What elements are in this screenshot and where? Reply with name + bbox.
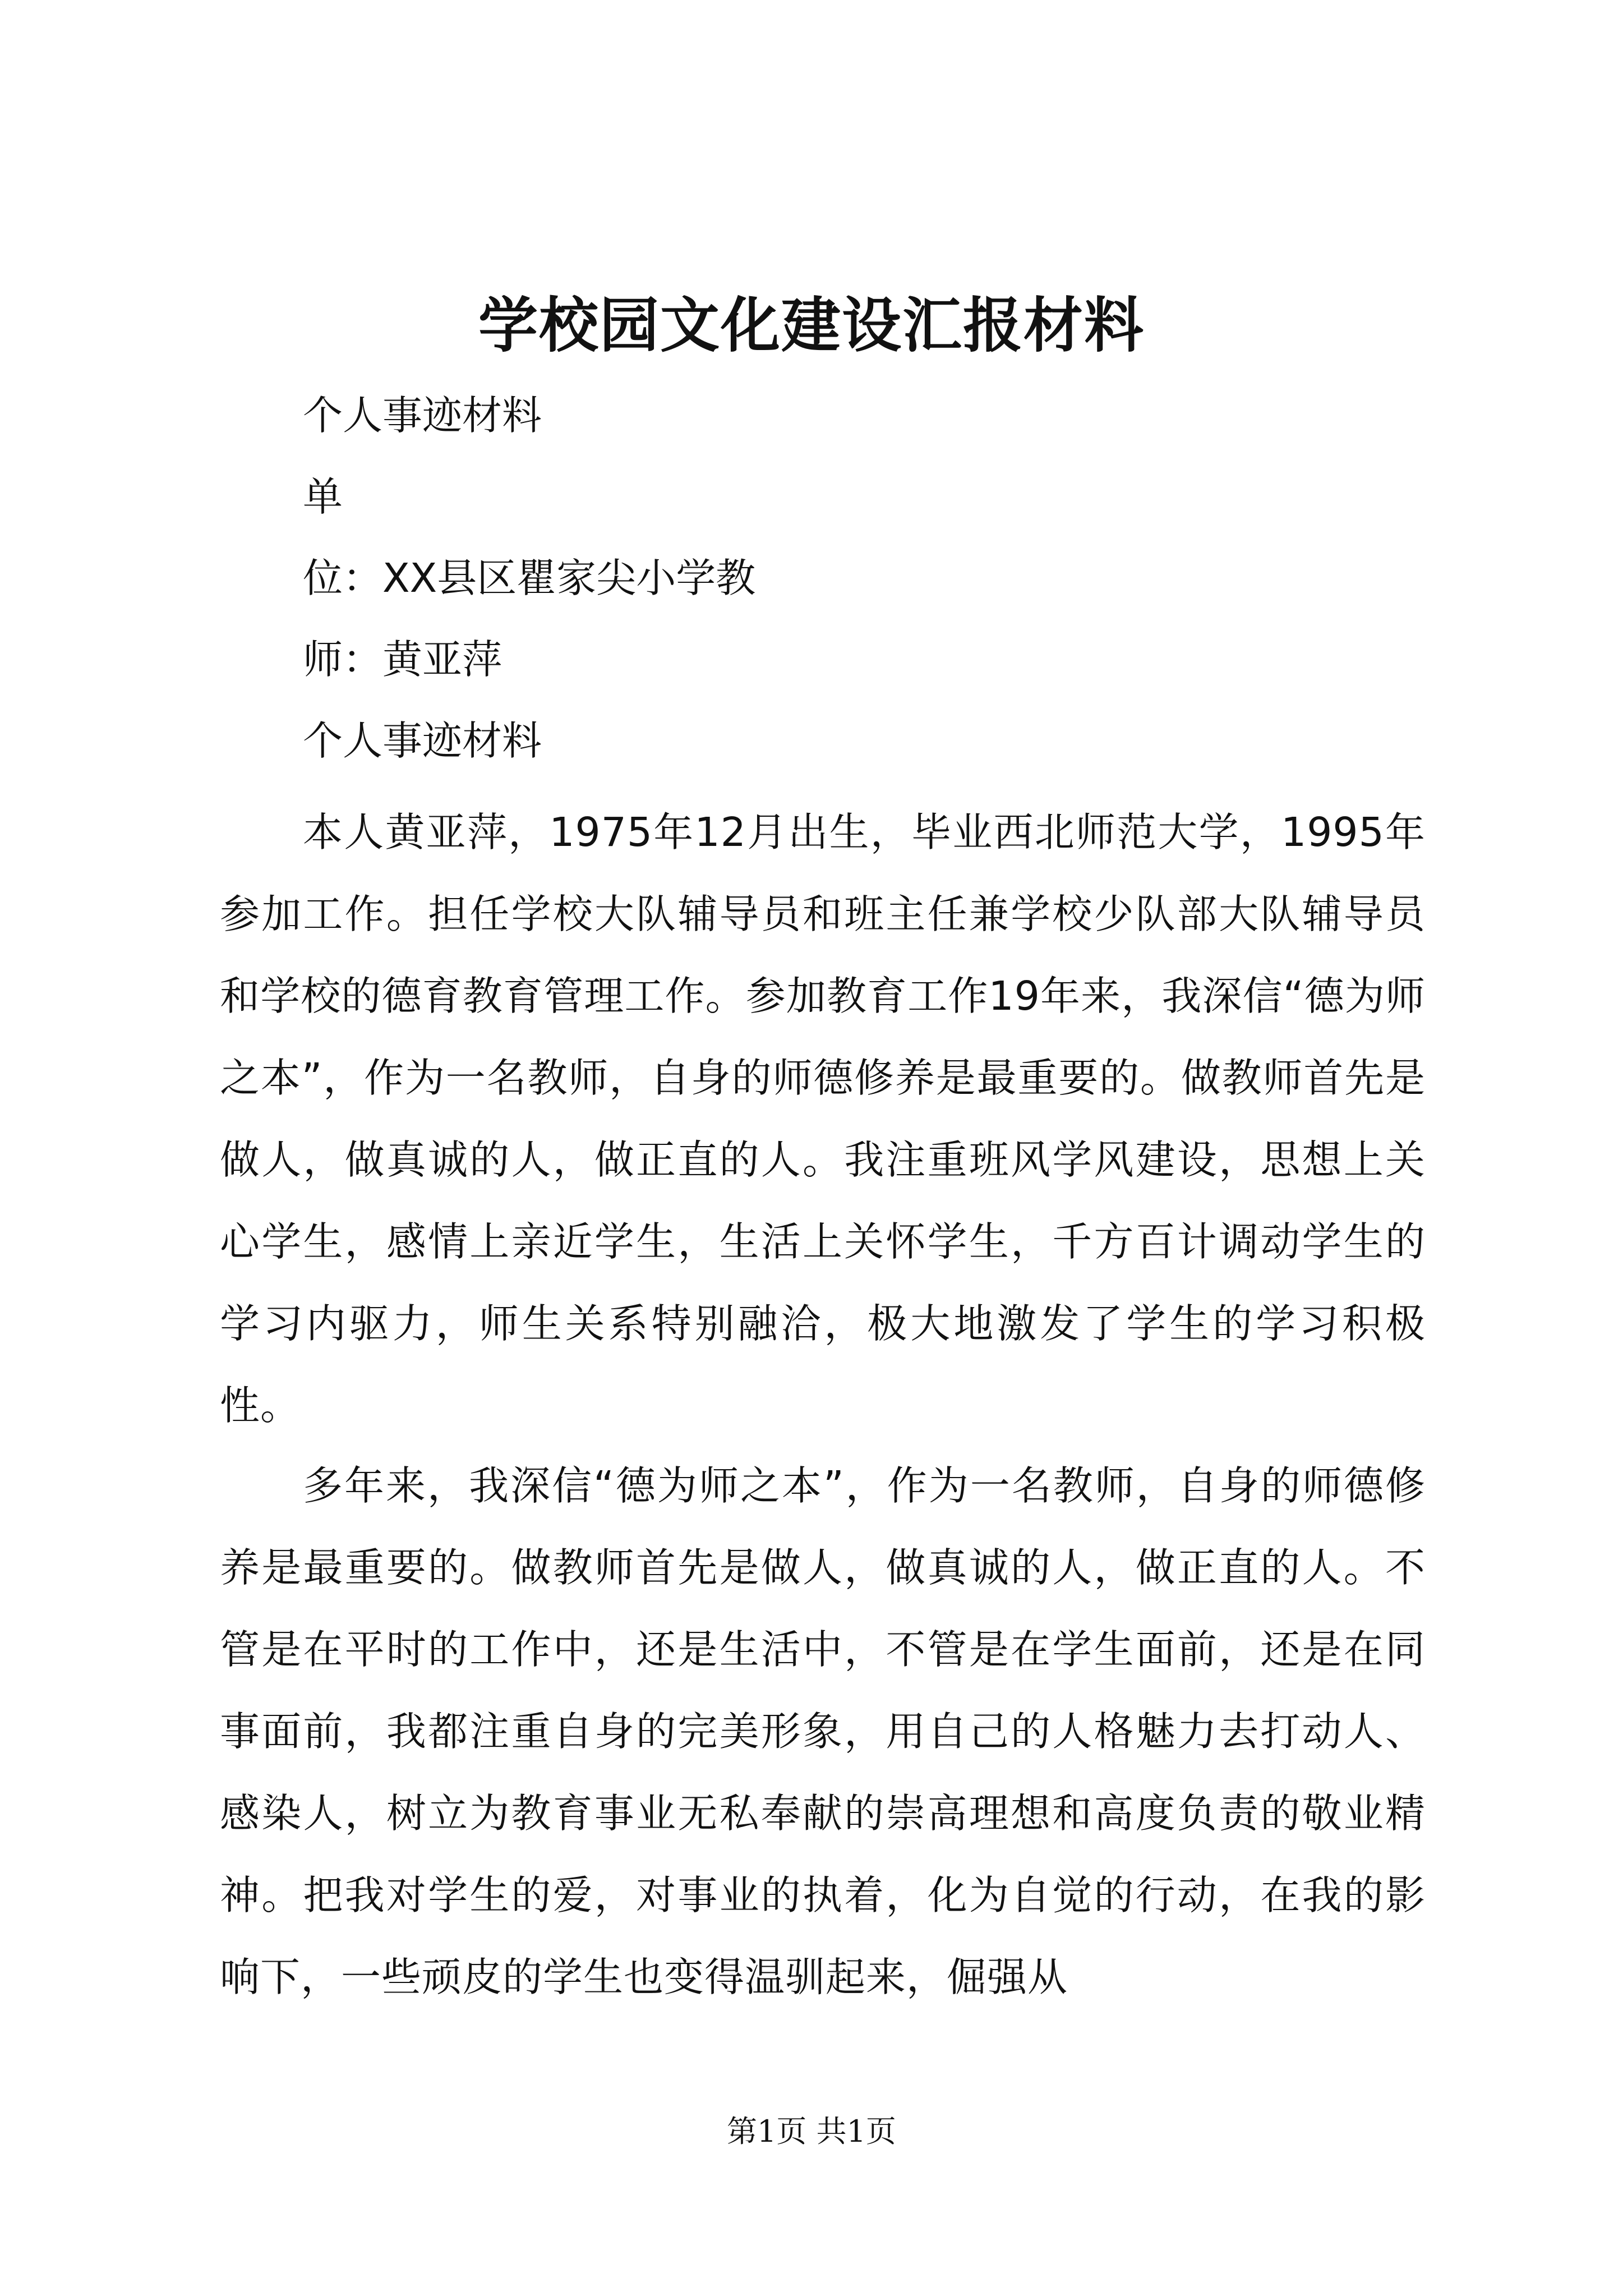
body-paragraph-2: 多年来，我深信“德为师之本”，作为一名教师，自身的师德修养是最重要的。做教师首先是做人，做真诚的人，做正直的人。不管是在平时的工作中，还是生活中，不管是在学生面前，还是在同事面前，我都注重自身的完美形象，用自己的人格魅力去打动人、感染人，树立为教育事业无私奉献的崇高理想和高度负责的敬业精神。把我对学生的爱，对事业的执着，化为自觉的行动，在我的影响下，一些顽皮的学生也变得温驯起来，倔强从 [220, 1462, 1426, 2000]
text-line-2: 单 [303, 473, 343, 520]
text-line-1: 个人事迹材料 [303, 392, 542, 439]
text-line-5: 个人事迹材料 [303, 717, 542, 764]
text-line-3: 位：XX县区瞿家尖小学教 [303, 555, 756, 601]
page-footer: 第1页 共1页 [727, 2114, 896, 2149]
document-title: 学校园文化建设汇报材料 [478, 290, 1145, 360]
body-paragraph-1: 本人黄亚萍，1975年12月出生，毕业西北师范大学，1995年参加工作。担任学校大队辅导员和班主任兼学校少队部大队辅导员和学校的德育教育管理工作。参加教育工作19年来，我深信“德为师之本”，作为一名教师，自身的师德修养是最重要的。做教师首先是做人，做真诚的人，做正直的人。我注重班风学风建设，思想上关心学生，感情上亲近学生，生活上关怀学生，千方百计调动学生的学习内驱力，师生关系特别融洽，极大地激发了学生的学习积极性。 [220, 809, 1426, 1429]
text-line-4: 师：黄亚萍 [303, 636, 502, 683]
